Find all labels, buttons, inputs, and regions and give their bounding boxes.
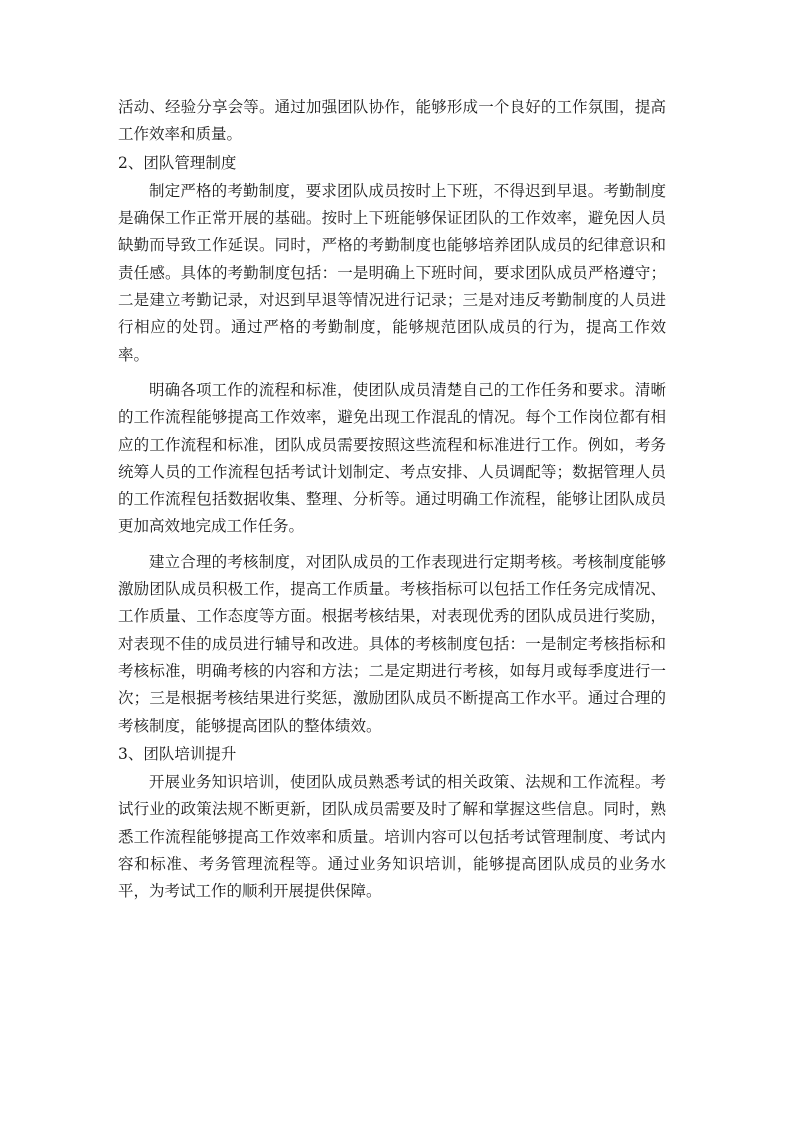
paragraph-assessment: 建立合理的考核制度，对团队成员的工作表现进行定期考核。考核制度能够激励团队成员积极工作，提高工作质量。考核指标可以包括工作任务完成情况、工作质量、工作态度等方面。根据考核结果，对表现优秀的团队成员进行奖励，对表现不佳的成员进行辅导和改进。具体的考核制度包括：一是制定考核指标和考核标准，明确考核的内容和方法；二是定期进行考核，如每月或每季度进行一次；三是根据考核结果进行奖惩，激励团队成员不断提高工作水平。通过合理的考核制度，能够提高团队的整体绩效。 [118,552,666,735]
paragraph-training: 开展业务知识培训，使团队成员熟悉考试的相关政策、法规和工作流程。考试行业的政策法规不断更新，团队成员需要及时了解和掌握这些信息。同时，熟悉工作流程能够提高工作效率和质量。培训内容可以包括考试管理制度、考试内容和标准、考务管理流程等。通过业务知识培训，能够提高团队成员的业务水平，为考试工作的顺利开展提供保障。 [118,773,666,901]
section-heading-team-training: 3、团队培训提升 [118,744,237,763]
document-body [118,94,666,906]
paragraph-attendance: 制定严格的考勤制度，要求团队成员按时上下班，不得迟到早退。考勤制度是确保工作正常开展的基础。按时上下班能够保证团队的工作效率，避免因人员缺勤而导致工作延误。同时，严格的考勤制度也能够培养团队成员的纪律意识和责任感。具体的考勤制度包括：一是明确上下班时间，要求团队成员严格遵守；二是建立考勤记录，对迟到早退等情况进行记录；三是对违反考勤制度的人员进行相应的处罚。通过严格的考勤制度，能够规范团队成员的行为，提高工作效率。 [118,181,666,364]
section-heading-team-management: 2、团队管理制度 [118,153,237,172]
paragraph-workflow: 明确各项工作的流程和标准，使团队成员清楚自己的工作任务和要求。清晰的工作流程能够提高工作效率，避免出现工作混乱的情况。每个工作岗位都有相应的工作流程和标准，团队成员需要按照这些流程和标准进行工作。例如，考务统筹人员的工作流程包括考试计划制定、考点安排、人员调配等；数据管理人员的工作流程包括数据收集、整理、分析等。通过明确工作流程，能够让团队成员更加高效地完成工作任务。 [118,380,666,536]
continuation-paragraph: 活动、经验分享会等。通过加强团队协作，能够形成一个良好的工作氛围，提高工作效率和质量。 [118,98,666,144]
